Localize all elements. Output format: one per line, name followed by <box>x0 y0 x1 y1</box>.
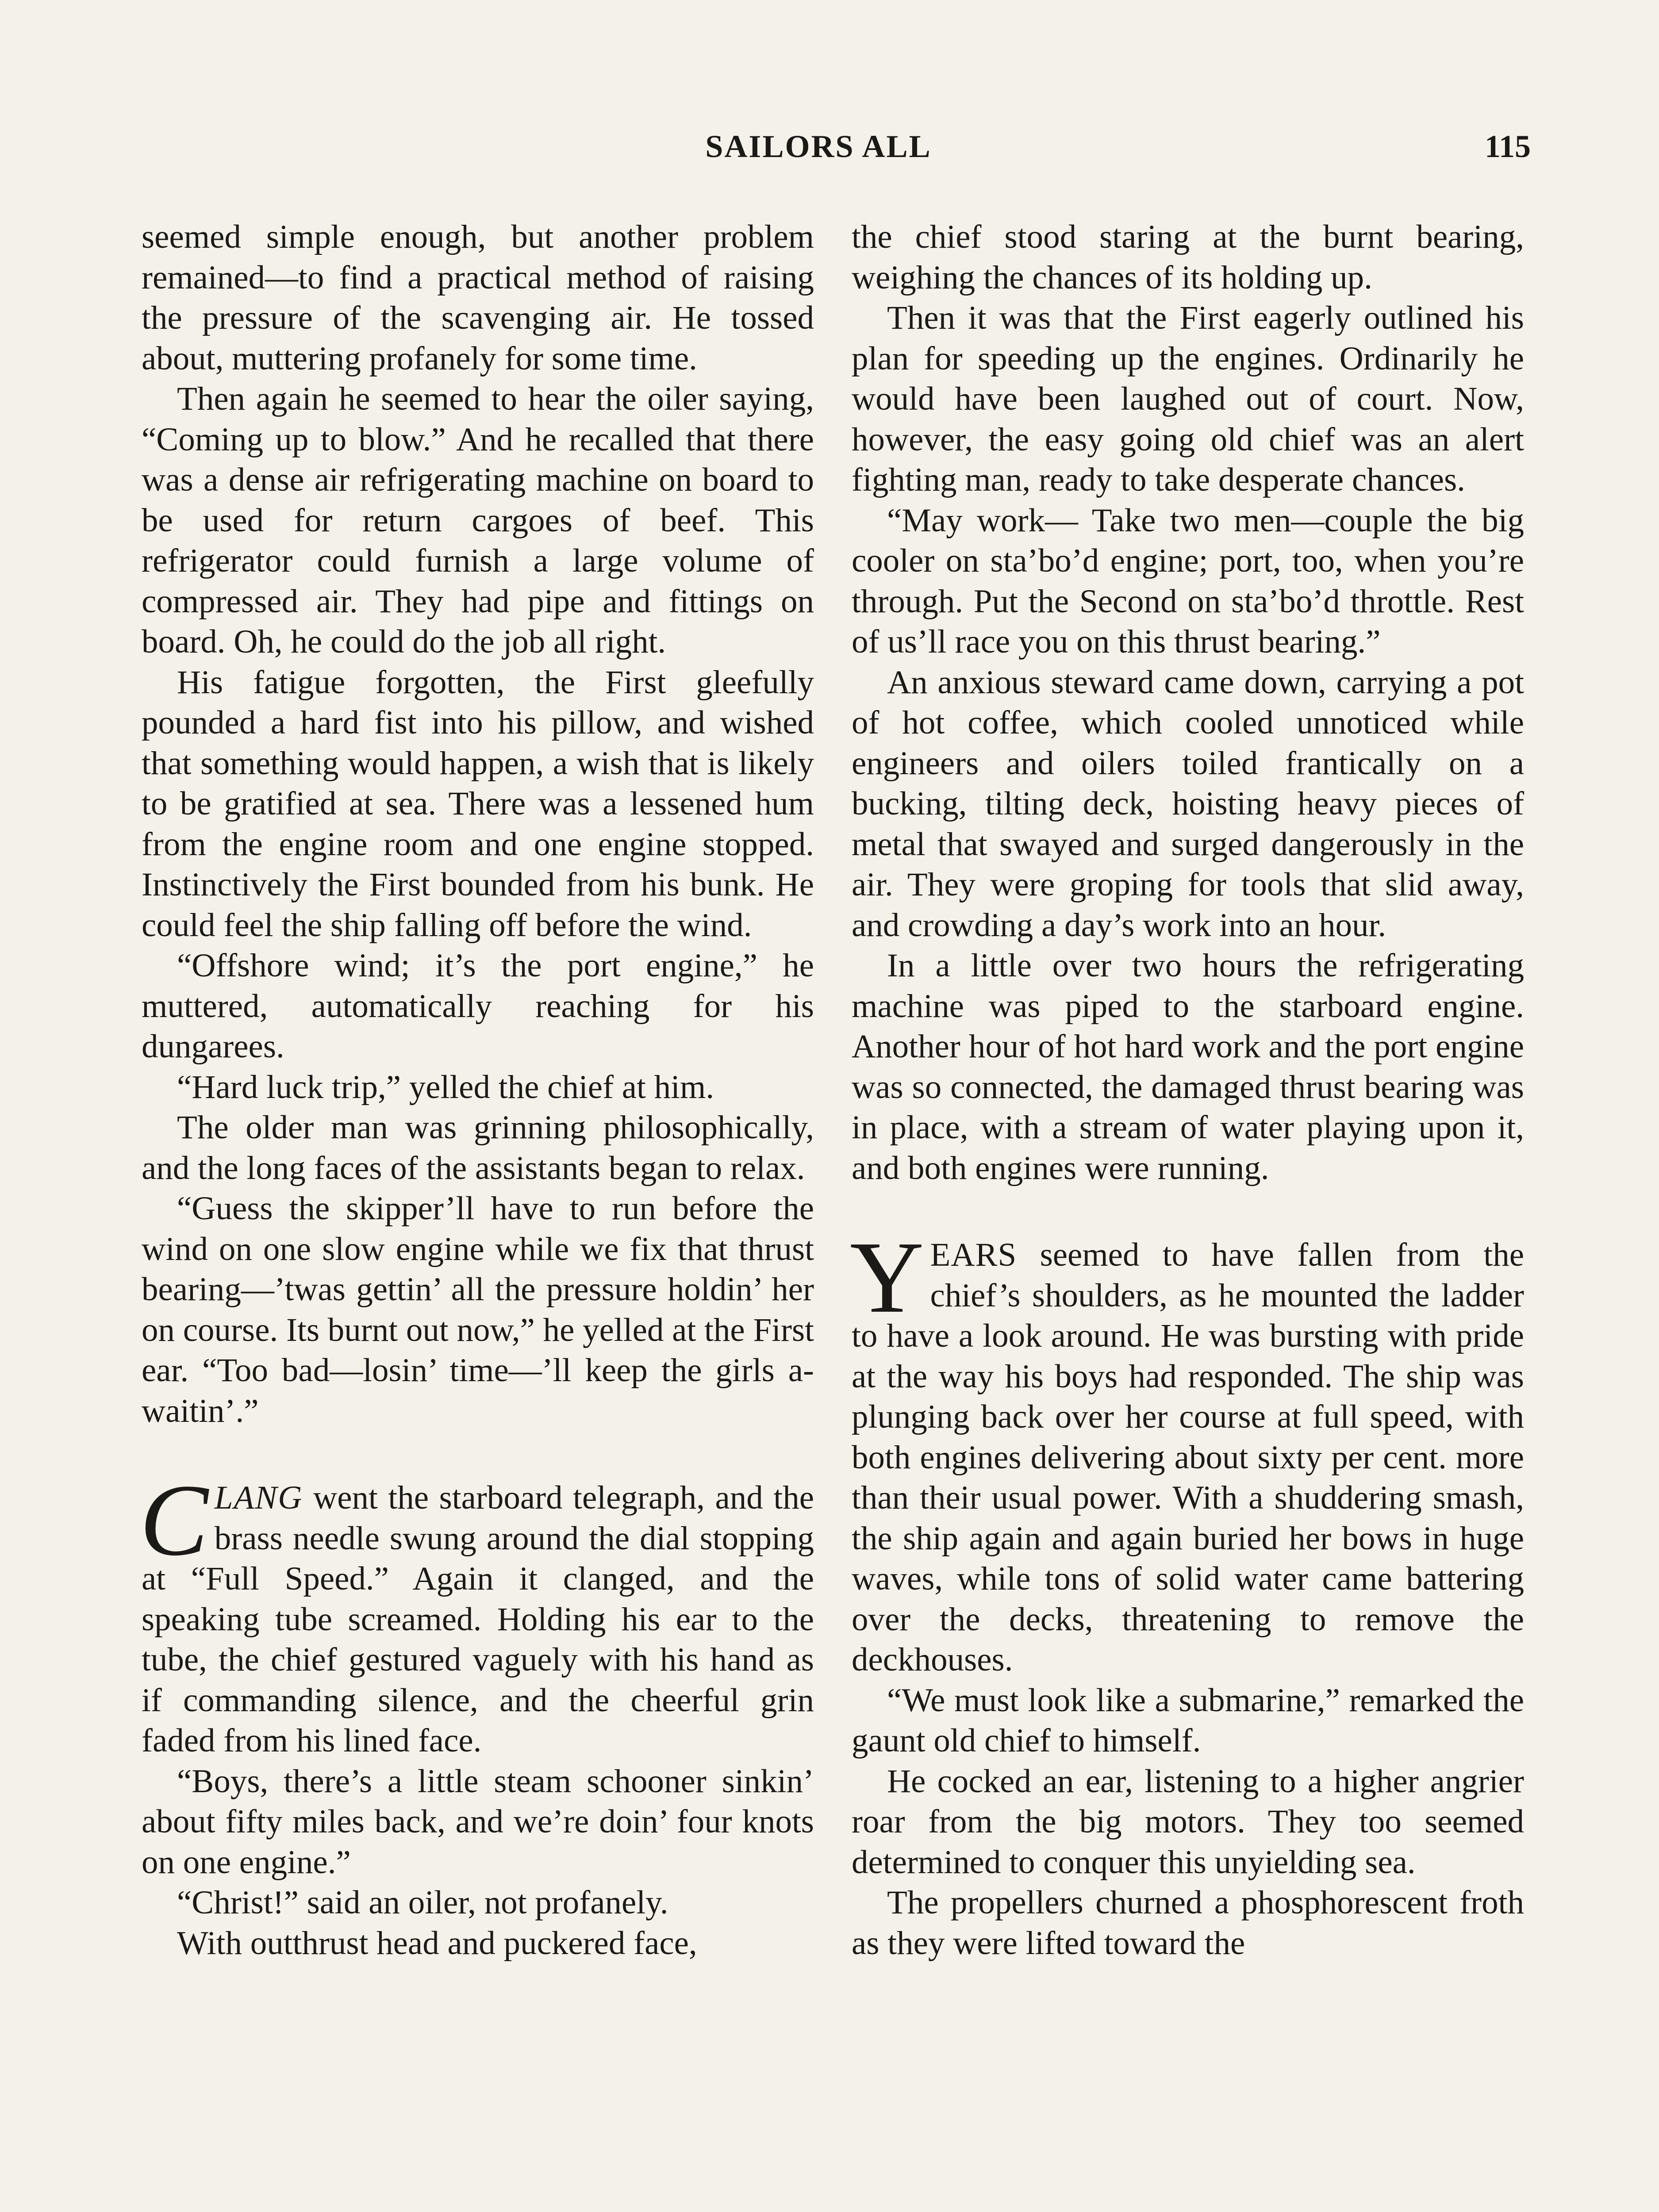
section-break <box>852 1188 1524 1235</box>
lead-word: EARS <box>930 1237 1017 1273</box>
paragraph: “We must look like a submarine,” remarked the gaunt old chief to himself. <box>852 1682 1524 1759</box>
section-break <box>142 1431 814 1478</box>
paragraph: “Hard luck trip,” yelled the chief at him. <box>177 1068 714 1106</box>
paragraph: “May work— Take two men—couple the big cooler on sta’bo’d engine; port, too, when you’re through. Put the Second on sta’bo’d throttle. Rest of us’ll race you on this thrust bearing.” <box>852 502 1524 660</box>
section-opening-paragraph <box>850 1221 1524 1680</box>
paragraph: His fatigue forgotten, the First gleefully pounded a hard fist into his pillow, and wished that something would happen, a wish that is likely to be gratified at sea. There was a lessened hum from the engine room and one engine stopped. Instinctively the First bounded from his bunk. He could feel the ship falling off before the wind. <box>142 664 814 944</box>
paragraph: Then again he seemed to hear the oiler saying, “Coming up to blow.” And he recalled that there was a dense air refrigerating machine on board to be used for return cargoes of beef. This refrigerator could furnish a large volume of compressed air. They had pipe and fittings on board. Oh, he could do the job all right. <box>142 380 814 660</box>
paragraph: He cocked an ear, listening to a higher angrier roar from the big motors. They too seemed determined to conquer this unyielding sea. <box>852 1763 1524 1881</box>
lead-word: LANG <box>214 1479 303 1516</box>
paragraph: An anxious steward came down, carrying a pot of hot coffee, which cooled unnoticed while engineers and oilers toiled frantically on a bucking, tilting deck, hoisting heavy pieces of metal that swayed and surged dangerously in the air. They were groping for tools that slid away, and crowding a day’s work into an hour. <box>852 664 1524 944</box>
running-title: SAILORS ALL <box>705 129 932 164</box>
paragraph: In a little over two hours the refrigerating machine was piped to the starboard engine. Another hour of hot hard work and the port engine was so connected, the damaged thrust bearing was in place, with a stream of water playing upon it, and both engines were running. <box>852 947 1524 1187</box>
paragraph: “Offshore wind; it’s the port engine,” he muttered, automatically reaching for his dungarees. <box>142 947 814 1065</box>
paragraph: “Christ!” said an oiler, not profanely. <box>177 1884 668 1921</box>
right-column <box>852 217 1524 1963</box>
paragraph: Then it was that the First eagerly outlined his plan for speeding up the engines. Ordinarily he would have been laughed out of court. Now, however, the easy going old chief was an alert fighting man, ready to take desperate chances. <box>852 300 1524 498</box>
paragraph-text: went the starboard telegraph, and the brass needle swung around the dial stopping at “Full Speed.” Again it clanged, and the speaking tube screamed. Holding his ear to the tube, the chief gestured vaguely with his hand as if commanding silence, and the cheerful grin faded from his lined face. <box>142 1479 814 1759</box>
section-opening-paragraph <box>140 1463 814 1761</box>
paragraph: The older man was grinning philosophically, and the long faces of the assistants began to relax. <box>142 1109 814 1187</box>
paragraph: The propellers churned a phosphorescent froth as they were lifted toward the <box>852 1884 1524 1962</box>
paragraph: “Guess the skipper’ll have to run before the wind on one slow engine while we fix that thrust bearing—’twas gettin’ all the pressure holdin’ her on course. Its burnt out now,” he yelled at the First ear. “Too bad—losin’ time—’ll keep the girls a-waitin’.” <box>142 1190 814 1429</box>
drop-cap: C <box>140 1463 208 1577</box>
paragraph: With outthrust head and puckered face, <box>177 1924 697 1962</box>
drop-cap: Y <box>850 1221 924 1334</box>
page-header <box>0 128 1659 177</box>
paragraph: “Boys, there’s a little steam schooner sinkin’ about fifty miles back, and we’re doin’ four knots on one engine.” <box>142 1763 814 1881</box>
paragraph: the chief stood staring at the burnt bearing, weighing the chances of its holding up. <box>852 219 1524 296</box>
page-number: 115 <box>1484 129 1531 164</box>
left-column <box>142 217 814 1963</box>
paragraph: seemed simple enough, but another problem remained—to find a practical method of raising the pressure of the scavenging air. He tossed about, muttering profanely for some time. <box>142 219 814 377</box>
paragraph-text: seemed to have fallen from the chief’s shoulders, as he mounted the ladder to have a look around. He was bursting with pride at the way his boys had responded. The ship was plunging back over her course at full speed, with both engines delivering about sixty per cent. more than their usual power. With a shuddering smash, the ship again and again buried her bows in huge waves, while tons of solid water came battering over the decks, threatening to remove the deckhouses. <box>852 1237 1524 1678</box>
